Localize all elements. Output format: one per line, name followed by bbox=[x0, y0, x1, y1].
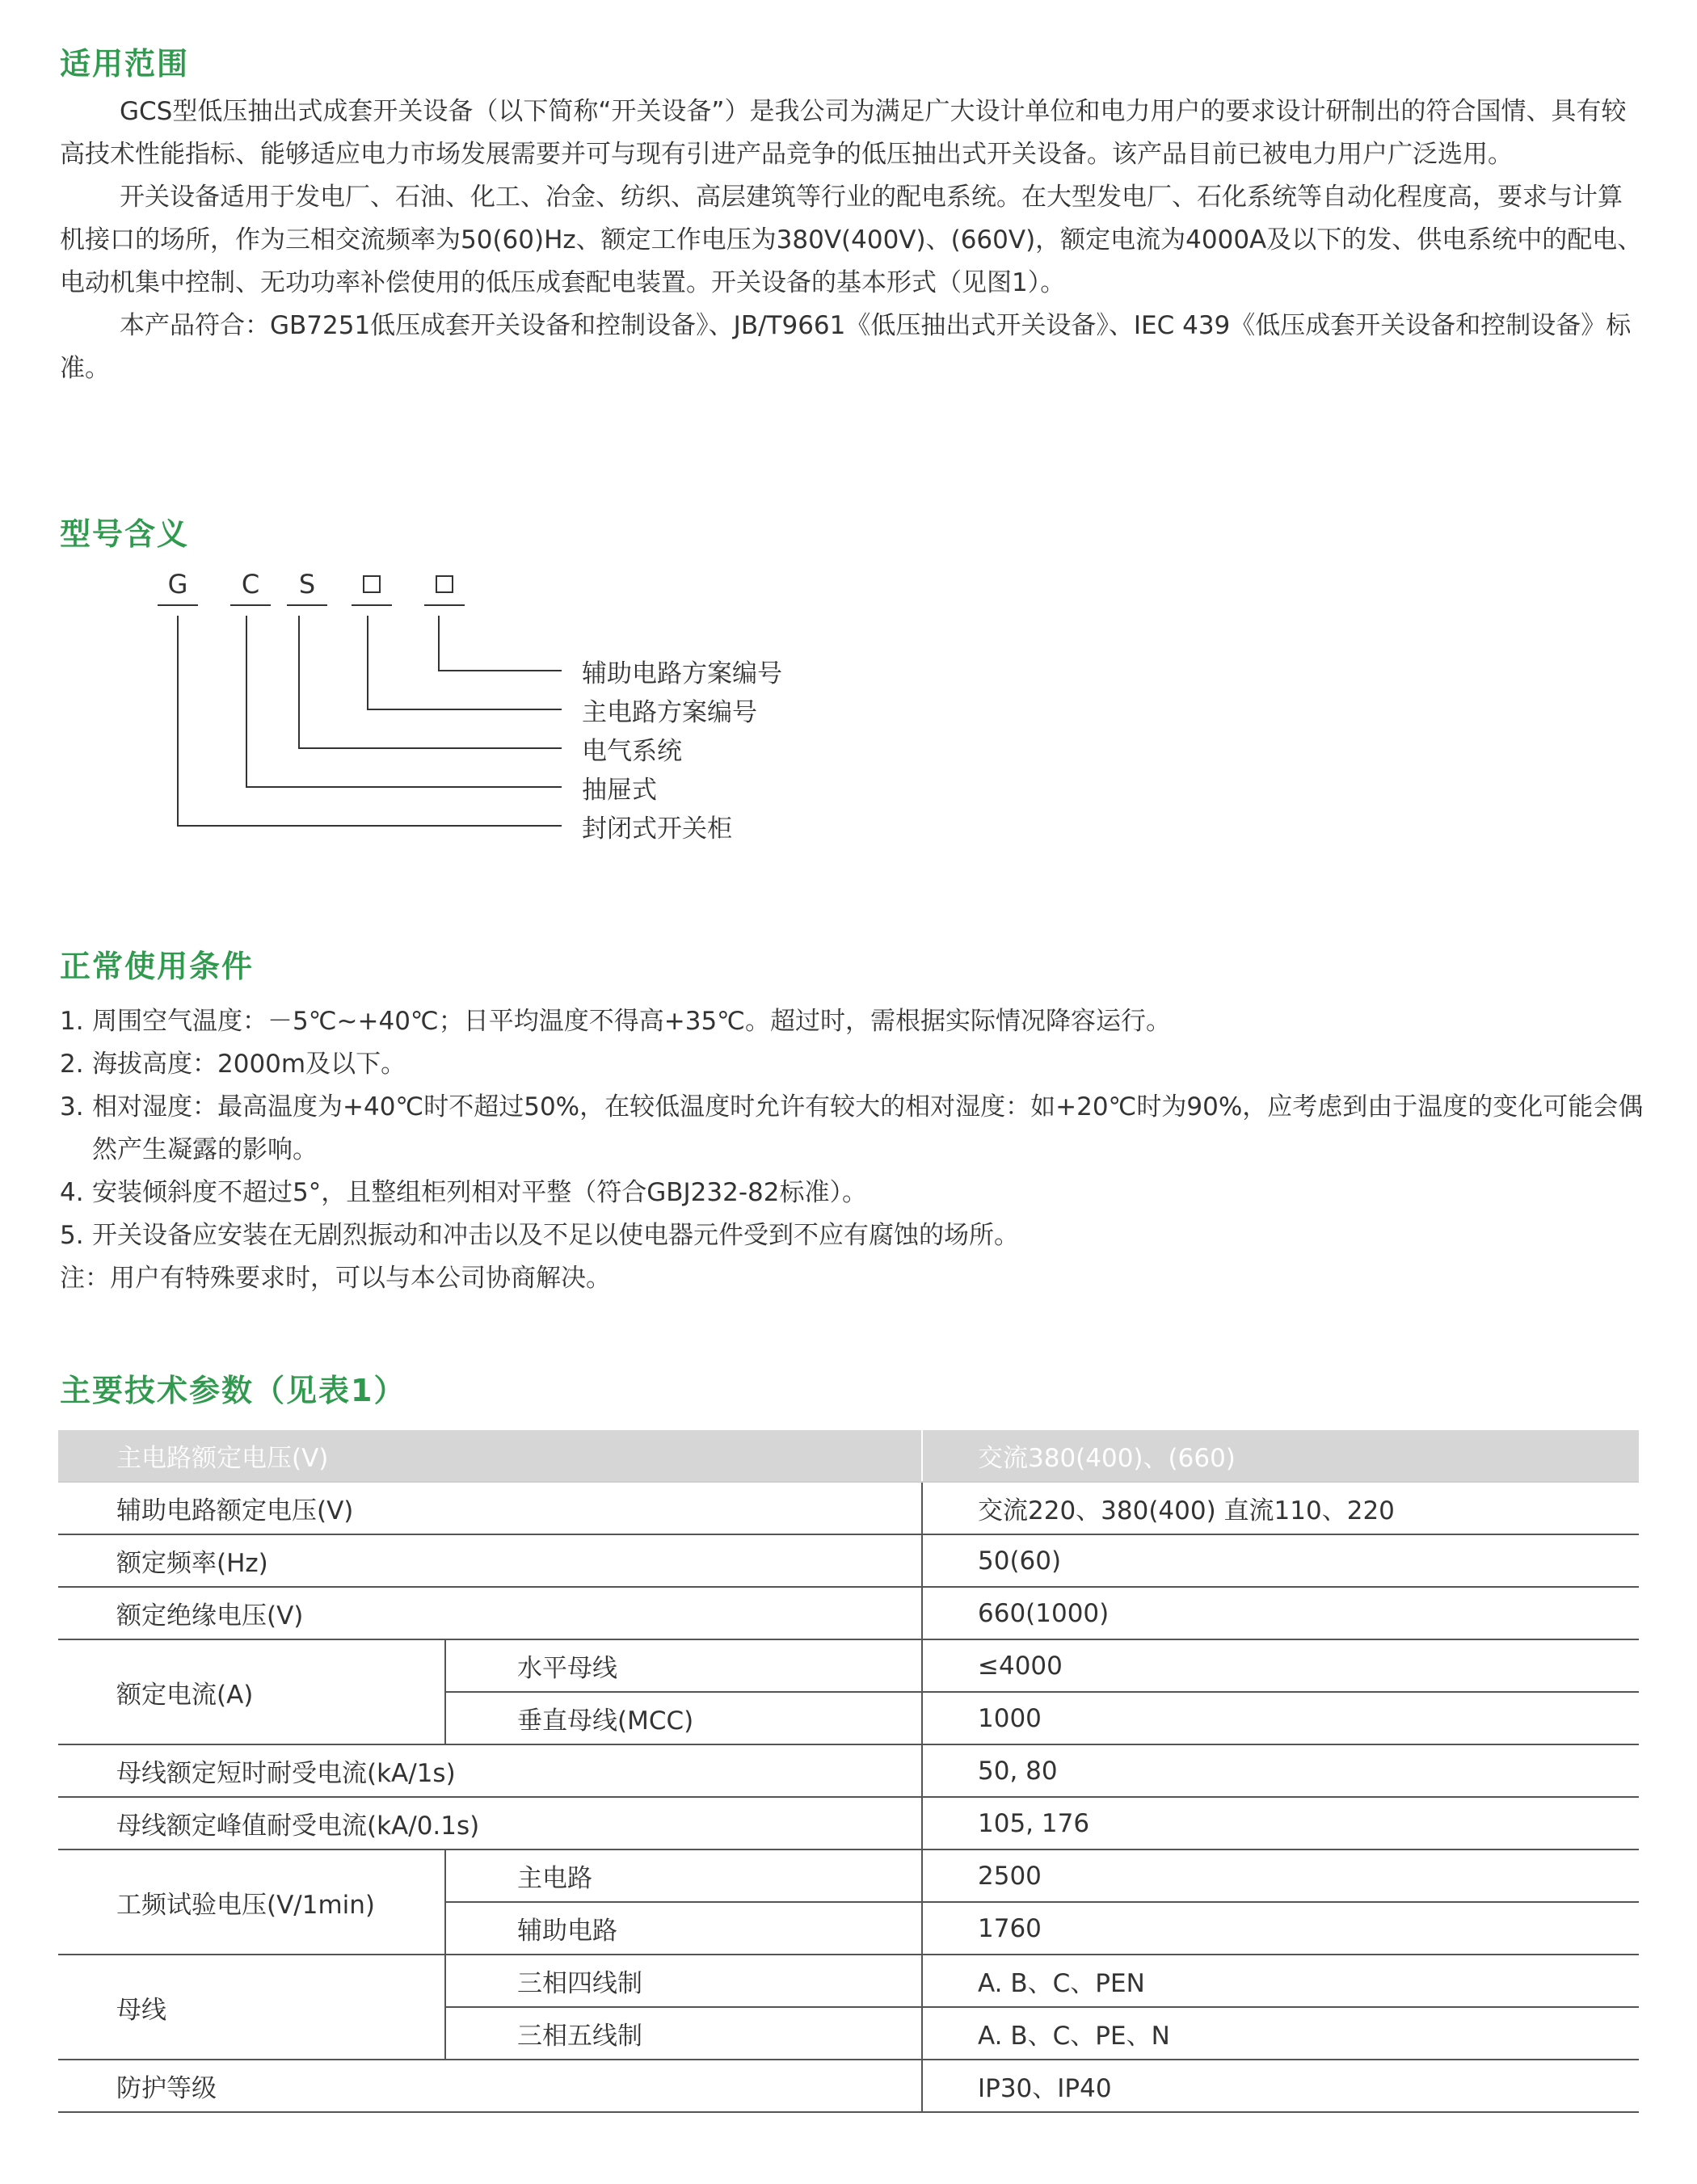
list-item-number: 2. bbox=[60, 1050, 84, 1079]
list-item-number: 5. bbox=[60, 1221, 84, 1250]
table-row bbox=[58, 1482, 1639, 1534]
table-row bbox=[58, 1587, 1639, 1639]
model-label-electrical-system: 电气系统 bbox=[582, 737, 682, 766]
table-cell-sublabel: 三相五线制 bbox=[445, 2007, 922, 2060]
list-item-text: 安装倾斜度不超过5°，且整组柜列相对平整（符合GBJ232-82标准）。 bbox=[92, 1178, 867, 1207]
model-diagram-lines bbox=[158, 566, 885, 856]
scope-paragraph-3: 本产品符合：GB7251低压成套开关设备和控制设备》、JB/T9661《低压抽出式开关设备》、IEC 439《低压成套开关设备和控制设备》标准。 bbox=[60, 311, 1632, 383]
table-cell-value: 交流220、380(400) 直流110、220 bbox=[922, 1482, 1639, 1534]
list-item-text: 海拔高度：2000m及以下。 bbox=[92, 1050, 406, 1079]
table-cell-value: 50, 80 bbox=[922, 1744, 1639, 1797]
section-heading-conditions: 正常使用条件 bbox=[60, 949, 255, 984]
table-cell-sublabel: 辅助电路 bbox=[445, 1902, 922, 1955]
table-cell-sublabel: 水平母线 bbox=[445, 1639, 922, 1692]
table-row bbox=[58, 1849, 1639, 1902]
table-cell-value: 50(60) bbox=[922, 1534, 1639, 1587]
table-cell-sublabel: 主电路 bbox=[445, 1849, 922, 1902]
table-cell-value: 1000 bbox=[922, 1692, 1639, 1744]
list-item bbox=[60, 1043, 1644, 1086]
list-item-text: 相对湿度：最高温度为+40℃时不超过50%，在较低温度时允许有较大的相对湿度：如+20℃时为90%，应考虑到由于温度的变化可能会偶然产生凝露的影响。 bbox=[92, 1092, 1644, 1164]
table-row bbox=[58, 1797, 1639, 1849]
table-cell-value: 交流380(400)、(660) bbox=[922, 1430, 1639, 1482]
model-label-aux-circuit: 辅助电路方案编号 bbox=[582, 659, 782, 688]
list-item-text: 周围空气温度：－5℃~+40℃；日平均温度不得高+35℃。超过时，需根据实际情况降容运行。 bbox=[92, 1007, 1171, 1036]
table-cell-label: 额定频率(Hz) bbox=[58, 1534, 922, 1587]
model-label-main-circuit: 主电路方案编号 bbox=[582, 698, 757, 727]
model-label-enclosed-cabinet: 封闭式开关柜 bbox=[582, 814, 732, 844]
list-item bbox=[60, 1172, 1644, 1214]
model-box-main-circuit bbox=[363, 575, 381, 593]
section-heading-model: 型号含义 bbox=[60, 516, 190, 552]
table-row bbox=[58, 1639, 1639, 1692]
params-table bbox=[58, 1430, 1639, 2113]
list-item bbox=[60, 1000, 1644, 1043]
table-cell-label: 主电路额定电压(V) bbox=[58, 1430, 922, 1482]
table-cell-label: 防护等级 bbox=[58, 2060, 922, 2112]
list-item-text: 开关设备应安装在无剧烈振动和冲击以及不足以使电器元件受到不应有腐蚀的场所。 bbox=[92, 1221, 1019, 1250]
section-heading-params: 主要技术参数（见表1） bbox=[60, 1373, 406, 1408]
table-cell-value: IP30、IP40 bbox=[922, 2060, 1639, 2112]
table-row bbox=[58, 2060, 1639, 2112]
table-cell-label: 辅助电路额定电压(V) bbox=[58, 1482, 922, 1534]
scope-paragraph-1: GCS型低压抽出式成套开关设备（以下简称“开关设备”）是我公司为满足广大设计单位和电力用户的要求设计研制出的符合国情、具有较高技术性能指标、能够适应电力市场发展需要并可与现有引进产品竞争的低压抽出式开关设备。该产品目前已被电力用户广泛选用。 bbox=[60, 97, 1627, 169]
list-item bbox=[60, 1214, 1644, 1257]
table-cell-label: 母线额定短时耐受电流(kA/1s) bbox=[58, 1744, 922, 1797]
model-label-drawer-type: 抽屉式 bbox=[582, 776, 657, 805]
list-item-number: 4. bbox=[60, 1178, 84, 1207]
table-cell-label: 工频试验电压(V/1min) bbox=[58, 1849, 445, 1955]
model-box-aux-circuit bbox=[436, 575, 453, 593]
table-header-row bbox=[58, 1430, 1639, 1482]
list-item-number: 3. bbox=[60, 1092, 84, 1121]
model-letter-s: S bbox=[298, 569, 316, 600]
table-row bbox=[58, 1534, 1639, 1587]
table-cell-value: 105, 176 bbox=[922, 1797, 1639, 1849]
table-cell-value: ≤4000 bbox=[922, 1639, 1639, 1692]
table-cell-value: 660(1000) bbox=[922, 1587, 1639, 1639]
table-cell-label: 母线额定峰值耐受电流(kA/0.1s) bbox=[58, 1797, 922, 1849]
list-item bbox=[60, 1086, 1644, 1172]
model-diagram bbox=[158, 566, 885, 856]
table-row bbox=[58, 1744, 1639, 1797]
scope-paragraph-2: 开关设备适用于发电厂、石油、化工、冶金、纺织、高层建筑等行业的配电系统。在大型发电厂、石化系统等自动化程度高，要求与计算机接口的场所，作为三相交流频率为50(60)Hz、额定工作电压为380V(400V)、(660V)，额定电流为4000A及以下的发、供电系统中的配电、电动机集中控制、无功功率补偿使用的低压成套配电装置。开关设备的基本形式（见图1）。 bbox=[60, 183, 1643, 297]
conditions-note: 注：用户有特殊要求时，可以与本公司协商解决。 bbox=[60, 1264, 611, 1293]
table-cell-sublabel: 三相四线制 bbox=[445, 1955, 922, 2007]
section-heading-scope: 适用范围 bbox=[60, 46, 190, 82]
table-cell-label: 母线 bbox=[58, 1955, 445, 2060]
conditions-list bbox=[60, 1000, 1644, 1300]
table-cell-label: 额定电流(A) bbox=[58, 1639, 445, 1744]
table-cell-value: A. B、C、PE、N bbox=[922, 2007, 1639, 2060]
table-cell-value: 1760 bbox=[922, 1902, 1639, 1955]
table-cell-label: 额定绝缘电压(V) bbox=[58, 1587, 922, 1639]
model-letter-c: C bbox=[241, 569, 260, 600]
model-letter-g: G bbox=[167, 569, 188, 600]
table-cell-sublabel: 垂直母线(MCC) bbox=[445, 1692, 922, 1744]
table-cell-value: 2500 bbox=[922, 1849, 1639, 1902]
table-row bbox=[58, 1955, 1639, 2007]
scope-text bbox=[60, 90, 1644, 390]
list-item-number: 1. bbox=[60, 1007, 84, 1036]
table-cell-value: A. B、C、PEN bbox=[922, 1955, 1639, 2007]
